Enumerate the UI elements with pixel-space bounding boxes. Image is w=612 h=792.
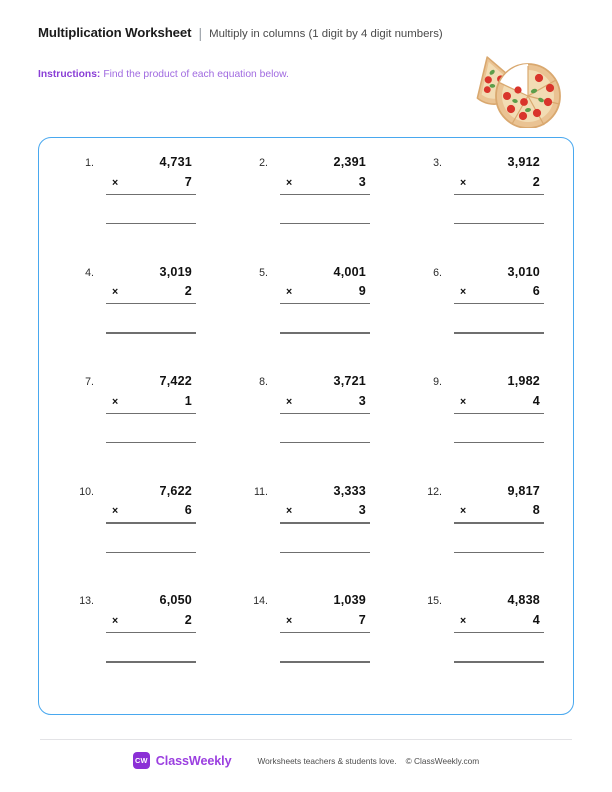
multiply-icon: × <box>460 614 467 627</box>
problem-body <box>268 375 370 443</box>
problem-number: 9. <box>433 376 442 389</box>
footer-copyright: © ClassWeekly.com <box>405 755 480 766</box>
problem-item <box>393 156 567 266</box>
multiplier: 3 <box>358 393 366 408</box>
multiplier-row <box>454 613 544 627</box>
problem-body <box>94 156 196 224</box>
multiplicand: 1,039 <box>333 593 366 608</box>
multiplier-row <box>280 284 370 298</box>
multiplier: 9 <box>358 284 366 299</box>
problem-grid <box>39 138 573 714</box>
multiplicand: 3,019 <box>159 264 192 279</box>
multiplicand: 9,817 <box>507 483 540 498</box>
title-row <box>38 24 574 40</box>
multiplier-row <box>454 284 544 298</box>
multiplier: 2 <box>184 284 192 299</box>
problem-number: 2. <box>259 157 268 169</box>
multiply-icon: × <box>112 505 119 518</box>
operation-rule <box>280 522 370 523</box>
multiplier: 2 <box>184 612 192 627</box>
answer-blank[interactable] <box>280 332 370 333</box>
multiply-icon: × <box>286 176 293 189</box>
problem-item <box>45 375 219 485</box>
answer-blank[interactable] <box>280 442 370 443</box>
problem-body <box>268 485 370 553</box>
operation-rule <box>106 194 196 195</box>
multiplier: 3 <box>358 503 366 518</box>
problem-item <box>45 594 219 704</box>
multiply-icon: × <box>286 505 293 518</box>
problem-number: 5. <box>259 266 268 279</box>
problem-number: 8. <box>259 376 268 389</box>
multiplier-row <box>106 613 196 627</box>
answer-blank[interactable] <box>454 661 544 662</box>
problem-body <box>442 266 544 334</box>
multiplier-row <box>106 284 196 298</box>
instructions-text: Find the product of each equation below. <box>103 69 289 80</box>
problem-item <box>393 375 567 485</box>
multiplicand: 3,912 <box>507 155 540 169</box>
multiplicand: 1,982 <box>507 374 540 389</box>
multiply-icon: × <box>286 286 293 299</box>
operation-rule <box>454 522 544 523</box>
multiplier: 7 <box>184 174 192 189</box>
problem-number: 3. <box>433 157 442 169</box>
answer-blank[interactable] <box>106 661 196 662</box>
problem-item <box>393 594 567 704</box>
operation-rule <box>106 303 196 304</box>
answer-blank[interactable] <box>106 552 196 553</box>
multiplicand: 7,422 <box>159 374 192 389</box>
answer-blank[interactable] <box>280 223 370 224</box>
multiplier: 1 <box>184 393 192 408</box>
instructions-label: Instructions: <box>38 69 101 80</box>
operation-rule <box>280 413 370 414</box>
pizza-icon <box>468 52 578 128</box>
footer-divider <box>40 739 572 740</box>
problem-number: 15. <box>427 595 442 608</box>
multiply-icon: × <box>460 286 467 299</box>
multiplier-row <box>454 503 544 517</box>
problem-body <box>442 156 544 224</box>
footer-tagline: Worksheets teachers & students love. <box>257 755 397 766</box>
brand <box>133 752 232 769</box>
problem-number: 7. <box>85 376 94 389</box>
multiply-icon: × <box>286 614 293 627</box>
multiplicand: 3,333 <box>333 483 366 498</box>
multiplier-row <box>280 175 370 189</box>
problem-area <box>38 137 574 715</box>
operation-rule <box>454 194 544 195</box>
problem-body <box>268 266 370 334</box>
answer-blank[interactable] <box>106 332 196 333</box>
operation-rule <box>454 413 544 414</box>
problem-item <box>45 156 219 266</box>
brand-name: ClassWeekly <box>155 753 232 768</box>
problem-body <box>268 156 370 224</box>
multiplier: 4 <box>532 612 540 627</box>
problem-number: 6. <box>433 266 442 279</box>
problem-body <box>268 594 370 662</box>
operation-rule <box>106 632 196 633</box>
multiplier: 2 <box>532 174 540 189</box>
multiplicand: 4,731 <box>159 155 192 169</box>
multiplier: 3 <box>358 174 366 189</box>
problem-body <box>94 375 196 443</box>
multiply-icon: × <box>112 614 119 627</box>
multiply-icon: × <box>460 505 467 518</box>
multiplier: 4 <box>532 393 540 408</box>
problem-item <box>219 594 393 704</box>
problem-item <box>393 485 567 595</box>
operation-rule <box>454 632 544 633</box>
multiplier: 6 <box>532 284 540 299</box>
answer-blank[interactable] <box>454 223 544 224</box>
multiply-icon: × <box>112 395 119 408</box>
answer-blank[interactable] <box>454 332 544 333</box>
problem-item <box>45 266 219 376</box>
answer-blank[interactable] <box>280 552 370 553</box>
problem-item <box>45 485 219 595</box>
problem-body <box>442 485 544 553</box>
worksheet-header <box>38 24 574 40</box>
multiplicand: 7,622 <box>159 483 192 498</box>
problem-number: 1. <box>85 157 94 169</box>
problem-body <box>94 594 196 662</box>
title-separator: | <box>198 25 203 41</box>
multiplicand: 3,721 <box>333 374 366 389</box>
multiplier-row <box>106 175 196 189</box>
multiply-icon: × <box>286 395 293 408</box>
multiply-icon: × <box>460 395 467 408</box>
footer <box>0 752 612 769</box>
multiplicand: 2,391 <box>333 155 366 169</box>
operation-rule <box>280 303 370 304</box>
problem-number: 13. <box>79 595 94 608</box>
multiplicand: 4,838 <box>507 593 540 608</box>
problem-body <box>94 485 196 553</box>
multiply-icon: × <box>460 176 467 189</box>
answer-blank[interactable] <box>454 442 544 443</box>
problem-body <box>94 266 196 334</box>
problem-number: 10. <box>79 485 94 498</box>
answer-blank[interactable] <box>454 552 544 553</box>
multiplicand: 6,050 <box>159 593 192 608</box>
multiplier: 8 <box>532 503 540 518</box>
multiplier-row <box>280 503 370 517</box>
classweekly-logo-icon: CW <box>133 752 150 769</box>
answer-blank[interactable] <box>106 442 196 443</box>
operation-rule <box>280 632 370 633</box>
multiply-icon: × <box>112 176 119 189</box>
problem-item <box>219 266 393 376</box>
instructions <box>38 69 289 80</box>
operation-rule <box>280 194 370 195</box>
problem-item <box>219 485 393 595</box>
problem-number: 11. <box>254 485 268 498</box>
problem-body <box>442 594 544 662</box>
multiplier-row <box>280 394 370 408</box>
multiplicand: 4,001 <box>333 264 366 279</box>
problem-number: 14. <box>253 595 268 608</box>
problem-number: 12. <box>427 485 442 498</box>
operation-rule <box>106 413 196 414</box>
problem-item <box>393 266 567 376</box>
answer-blank[interactable] <box>280 661 370 662</box>
page-subtitle: Multiply in columns (1 digit by 4 digit numbers) <box>209 28 443 40</box>
multiply-icon: × <box>112 286 119 299</box>
problem-body <box>442 375 544 443</box>
page-title: Multiplication Worksheet <box>38 25 192 40</box>
multiplier: 6 <box>184 503 192 518</box>
problem-item <box>219 156 393 266</box>
problem-number: 4. <box>85 266 94 279</box>
multiplicand: 3,010 <box>507 264 540 279</box>
multiplier-row <box>454 394 544 408</box>
multiplier: 7 <box>358 612 366 627</box>
multiplier-row <box>106 503 196 517</box>
multiplier-row <box>106 394 196 408</box>
operation-rule <box>454 303 544 304</box>
problem-item <box>219 375 393 485</box>
operation-rule <box>106 522 196 523</box>
answer-blank[interactable] <box>106 223 196 224</box>
multiplier-row <box>454 175 544 189</box>
multiplier-row <box>280 613 370 627</box>
